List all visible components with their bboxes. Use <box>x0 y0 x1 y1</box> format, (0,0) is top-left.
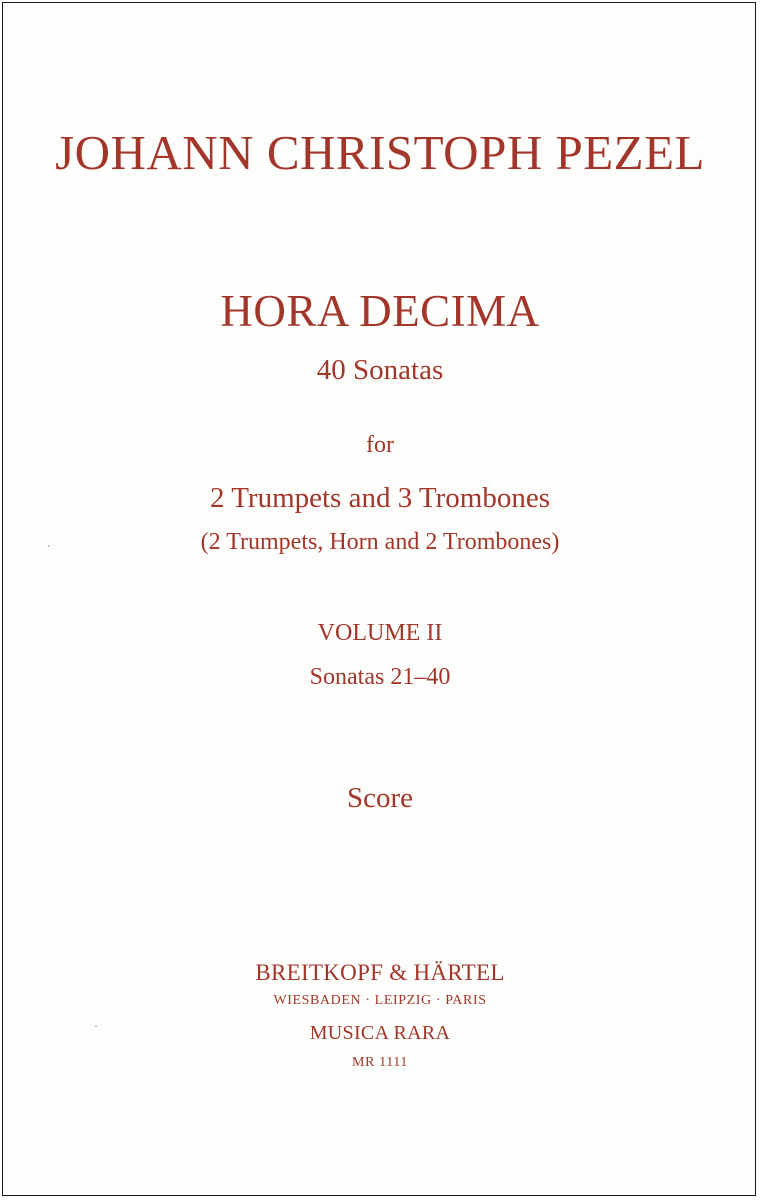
publisher-imprint: MUSICA RARA <box>309 1022 451 1044</box>
cover-page <box>2 2 756 1196</box>
edition-type: Score <box>346 782 414 814</box>
paper-speck <box>95 1025 97 1027</box>
catalog-number: MR 1111 <box>352 1055 408 1070</box>
work-subtitle: 40 Sonatas <box>316 354 444 386</box>
volume-label: VOLUME II <box>317 620 443 646</box>
instrumentation: 2 Trumpets and 3 Trombones <box>209 482 550 514</box>
alternate-instrumentation: (2 Trumpets, Horn and 2 Trombones) <box>200 529 560 555</box>
for-label: for <box>366 432 394 458</box>
publisher-name: BREITKOPF & HÄRTEL <box>255 960 505 985</box>
composer-name: JOHANN CHRISTOPH PEZEL <box>55 125 705 180</box>
publisher-cities: WIESBADEN · LEIPZIG · PARIS <box>273 993 487 1008</box>
paper-speck <box>48 545 50 547</box>
work-title: HORA DECIMA <box>220 286 540 336</box>
sonatas-range: Sonatas 21–40 <box>309 664 451 690</box>
